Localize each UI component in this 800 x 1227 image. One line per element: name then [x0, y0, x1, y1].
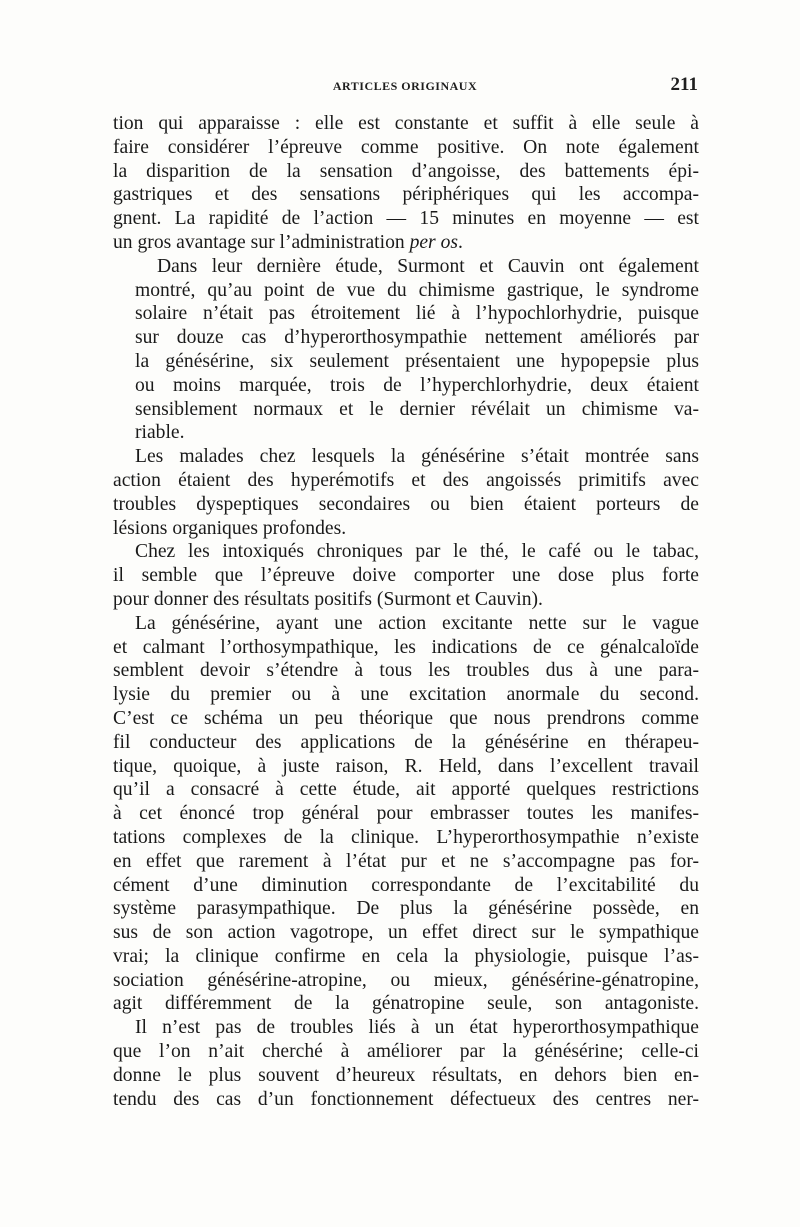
text-line: agit différemment de la génatropine seule, son antagoniste.: [113, 993, 699, 1015]
text-line: lysie du premier ou à une excitation anormale du second.: [113, 684, 699, 706]
paragraph: [113, 445, 699, 540]
paragraph: [113, 112, 699, 255]
text-line: tion qui apparaisse : elle est constante et suffit à elle seule à: [113, 113, 699, 134]
text-line: que l’on n’ait cherché à améliorer par la génésérine; celle-ci: [113, 1041, 699, 1063]
text-line: montré, qu’au point de vue du chimisme gastrique, le syndrome: [135, 279, 699, 301]
text-line: Les malades chez lesquels la génésérine s’était montrée sans: [135, 446, 699, 468]
text-line: il semble que l’épreuve doive comporter une dose plus forte: [113, 565, 699, 587]
text-line: en effet que rarement à l’état pur et ne s’accompagne pas for-: [113, 850, 699, 872]
text-line: sur douze cas d’hyperorthosympathie nettement améliorés par: [135, 327, 699, 349]
text-line: troubles dyspeptiques secondaires ou bien étaient porteurs de: [113, 493, 699, 515]
text-line: sociation génésérine-atropine, ou mieux, génésérine-génatropine,: [113, 969, 699, 991]
text-fragment: un gros avantage sur l’administration: [113, 231, 410, 253]
text-line: sus de son action vagotrope, un effet direct sur le sympathique: [113, 922, 699, 944]
paragraph: [113, 1016, 699, 1111]
text-line: et calmant l’orthosympathique, les indications de ce génalcaloïde: [113, 636, 699, 658]
text-line: cément d’une diminution correspondante de l’excitabilité du: [113, 874, 699, 896]
text-line: faire considérer l’épreuve comme positive. On note également: [113, 136, 699, 158]
page-number: 211: [670, 74, 698, 95]
section-title: ARTICLES ORIGINAUX: [332, 79, 478, 93]
paragraph: [113, 540, 699, 611]
text-line: pour donner des résultats positifs (Surmont et Cauvin).: [113, 588, 543, 610]
text-line: fil conducteur des applications de la génésérine en thérapeu-: [113, 731, 699, 753]
text-line: système parasympathique. De plus la génésérine possède, en: [113, 898, 699, 920]
paragraph: [113, 612, 699, 1017]
text-line: vrai; la clinique confirme en cela la physiologie, puisque l’as-: [113, 945, 699, 967]
text-line: Il n’est pas de troubles liés à un état hyperorthosympathique: [135, 1017, 699, 1039]
text-line: la disparition de la sensation d’angoisse, des battements épi-: [113, 160, 699, 182]
text-line: qu’il a consacré à cette étude, ait apporté quelques restrictions: [113, 779, 699, 801]
text-line: C’est ce schéma un peu théorique que nous prendrons comme: [113, 707, 699, 729]
body-text: [113, 112, 699, 1111]
text-line: tations complexes de la clinique. L’hyperorthosympathie n’existe: [113, 826, 699, 848]
running-head: [112, 76, 698, 98]
text-line: Chez les intoxiqués chroniques par le thé, le café ou le tabac,: [135, 541, 699, 563]
paragraph: [113, 255, 699, 445]
text-line: solaire n’était pas étroitement lié à l’hypochlorhydrie, puisque: [135, 303, 699, 325]
text-line: tique, quoique, à juste raison, R. Held, dans l’excellent travail: [113, 755, 699, 777]
text-line: gastriques et des sensations périphériques qui les accompa-: [113, 184, 699, 206]
text-line: la génésérine, six seulement présentaient une hypopepsie plus: [135, 350, 699, 372]
text-line: Dans leur dernière étude, Surmont et Cauvin ont également: [157, 255, 699, 277]
text-line: donne le plus souvent d’heureux résultats, en dehors bien en-: [113, 1064, 699, 1086]
text-line: riable.: [135, 422, 185, 444]
text-line: lésions organiques profondes.: [113, 517, 347, 539]
text-line: tendu des cas d’un fonctionnement défectueux des centres ner-: [113, 1088, 699, 1110]
text-line: sensiblement normaux et le dernier révélait un chimisme va-: [135, 398, 699, 420]
text-line: action étaient des hyperémotifs et des angoissés primitifs avec: [113, 469, 699, 491]
text-line: ou moins marquée, trois de l’hyperchlorhydrie, deux étaient: [135, 374, 699, 396]
text-line: [113, 231, 699, 255]
text-line: gnent. La rapidité de l’action — 15 minutes en moyenne — est: [113, 208, 699, 230]
text-line: semblent devoir s’étendre à tous les troubles dus à une para-: [113, 660, 699, 682]
italic-phrase: per os: [409, 231, 459, 253]
text-line: à cet énoncé trop général pour embrasser toutes les manifes-: [113, 803, 699, 825]
text-fragment: .: [458, 231, 463, 253]
text-line: La génésérine, ayant une action excitante nette sur le vague: [135, 612, 699, 634]
